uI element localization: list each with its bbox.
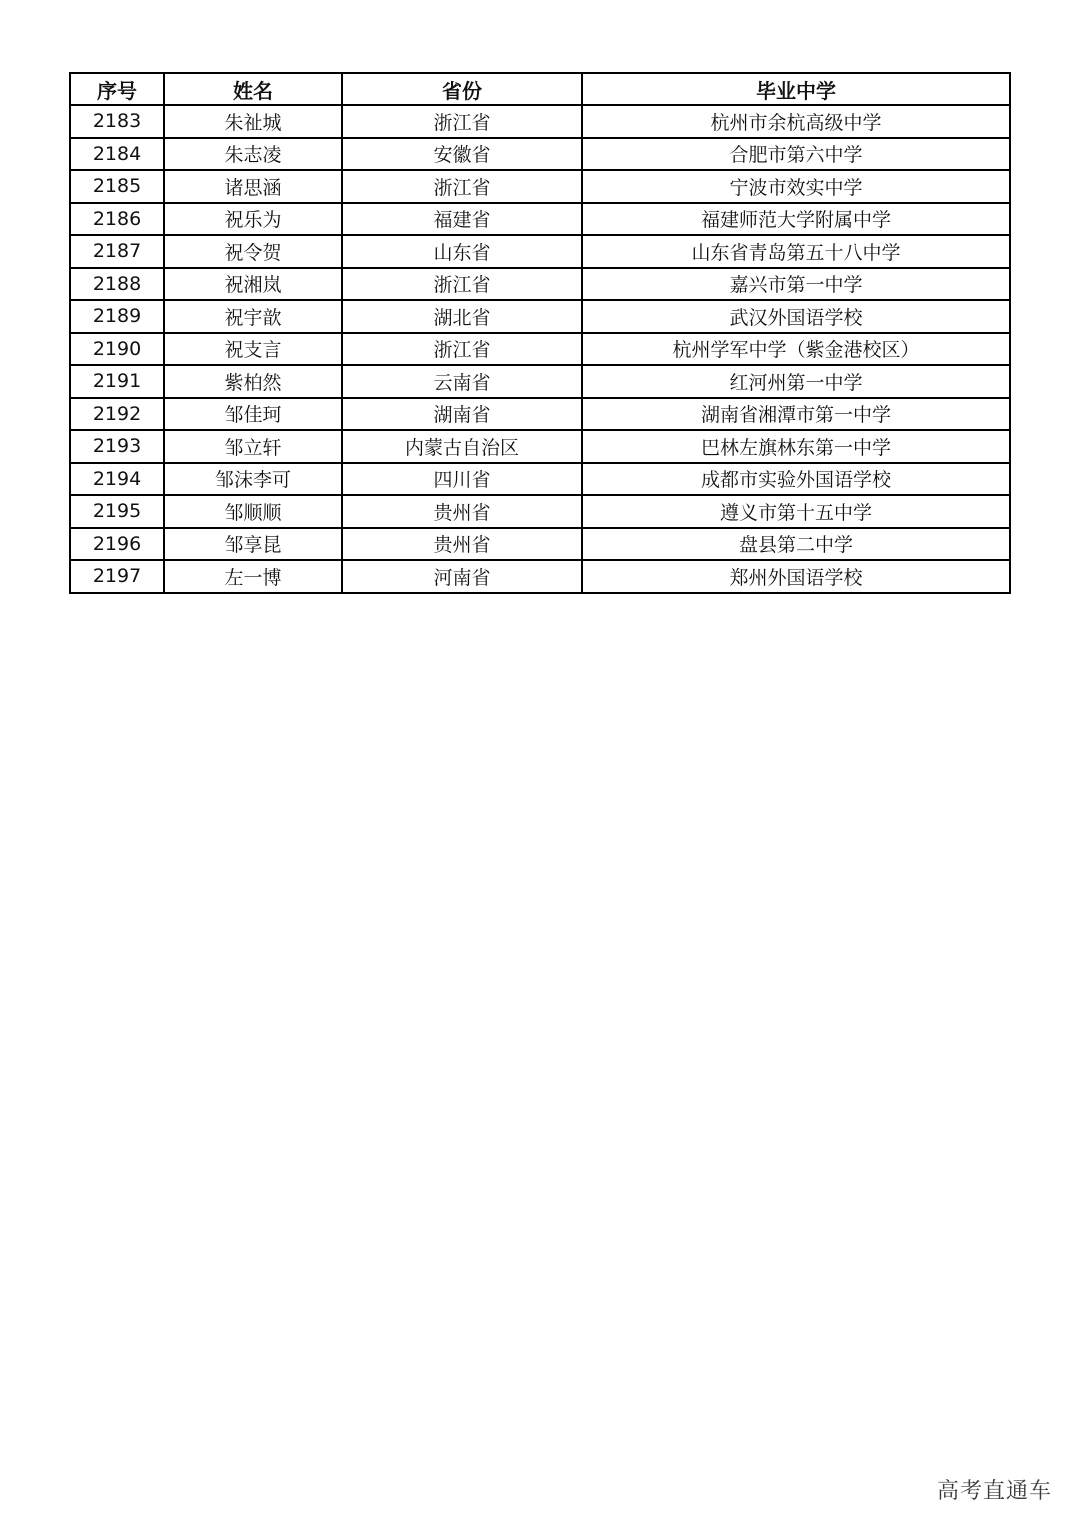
table-row bbox=[70, 398, 1010, 431]
table-body bbox=[70, 105, 1010, 593]
cell-high-school: 杭州学军中学（紫金港校区） bbox=[582, 333, 1010, 366]
cell-high-school: 遵义市第十五中学 bbox=[582, 495, 1010, 528]
cell-high-school: 嘉兴市第一中学 bbox=[582, 268, 1010, 301]
cell-name: 邹顺顺 bbox=[164, 495, 342, 528]
cell-province: 浙江省 bbox=[342, 170, 582, 203]
cell-province: 湖北省 bbox=[342, 300, 582, 333]
cell-serial-number: 2186 bbox=[70, 203, 164, 236]
cell-high-school: 合肥市第六中学 bbox=[582, 138, 1010, 171]
cell-province: 浙江省 bbox=[342, 333, 582, 366]
cell-name: 邹佳珂 bbox=[164, 398, 342, 431]
cell-name: 祝令贺 bbox=[164, 235, 342, 268]
cell-province: 贵州省 bbox=[342, 528, 582, 561]
cell-high-school: 宁波市效实中学 bbox=[582, 170, 1010, 203]
cell-high-school: 福建师范大学附属中学 bbox=[582, 203, 1010, 236]
cell-serial-number: 2192 bbox=[70, 398, 164, 431]
cell-high-school: 武汉外国语学校 bbox=[582, 300, 1010, 333]
cell-serial-number: 2187 bbox=[70, 235, 164, 268]
cell-high-school: 杭州市余杭高级中学 bbox=[582, 105, 1010, 138]
cell-high-school: 湖南省湘潭市第一中学 bbox=[582, 398, 1010, 431]
table-row bbox=[70, 235, 1010, 268]
table-row bbox=[70, 430, 1010, 463]
cell-serial-number: 2195 bbox=[70, 495, 164, 528]
header-serial-number: 序号 bbox=[70, 73, 164, 105]
cell-province: 云南省 bbox=[342, 365, 582, 398]
cell-serial-number: 2197 bbox=[70, 560, 164, 593]
cell-serial-number: 2191 bbox=[70, 365, 164, 398]
cell-serial-number: 2196 bbox=[70, 528, 164, 561]
cell-serial-number: 2189 bbox=[70, 300, 164, 333]
table-row bbox=[70, 105, 1010, 138]
cell-name: 紫柏然 bbox=[164, 365, 342, 398]
table-row bbox=[70, 495, 1010, 528]
cell-name: 左一博 bbox=[164, 560, 342, 593]
watermark-text: 高考直通车 bbox=[936, 1479, 1052, 1504]
table-row bbox=[70, 170, 1010, 203]
cell-name: 朱祉城 bbox=[164, 105, 342, 138]
cell-high-school: 盘县第二中学 bbox=[582, 528, 1010, 561]
cell-province: 山东省 bbox=[342, 235, 582, 268]
student-roster-table bbox=[69, 72, 1011, 594]
table-row bbox=[70, 365, 1010, 398]
cell-high-school: 郑州外国语学校 bbox=[582, 560, 1010, 593]
cell-province: 四川省 bbox=[342, 463, 582, 496]
cell-province: 浙江省 bbox=[342, 105, 582, 138]
table-row bbox=[70, 268, 1010, 301]
cell-serial-number: 2190 bbox=[70, 333, 164, 366]
header-province: 省份 bbox=[342, 73, 582, 105]
cell-province: 安徽省 bbox=[342, 138, 582, 171]
cell-province: 福建省 bbox=[342, 203, 582, 236]
cell-name: 邹沫李可 bbox=[164, 463, 342, 496]
table-row bbox=[70, 463, 1010, 496]
cell-high-school: 成都市实验外国语学校 bbox=[582, 463, 1010, 496]
table-row bbox=[70, 203, 1010, 236]
cell-province: 湖南省 bbox=[342, 398, 582, 431]
cell-serial-number: 2184 bbox=[70, 138, 164, 171]
cell-province: 河南省 bbox=[342, 560, 582, 593]
table-row bbox=[70, 560, 1010, 593]
cell-serial-number: 2194 bbox=[70, 463, 164, 496]
header-high-school: 毕业中学 bbox=[582, 73, 1010, 105]
cell-name: 祝乐为 bbox=[164, 203, 342, 236]
cell-high-school: 山东省青岛第五十八中学 bbox=[582, 235, 1010, 268]
header-name: 姓名 bbox=[164, 73, 342, 105]
cell-name: 朱志凌 bbox=[164, 138, 342, 171]
table-row bbox=[70, 528, 1010, 561]
table-row bbox=[70, 300, 1010, 333]
cell-name: 邹享昆 bbox=[164, 528, 342, 561]
cell-high-school: 巴林左旗林东第一中学 bbox=[582, 430, 1010, 463]
cell-province: 内蒙古自治区 bbox=[342, 430, 582, 463]
cell-serial-number: 2183 bbox=[70, 105, 164, 138]
table-row bbox=[70, 138, 1010, 171]
cell-province: 贵州省 bbox=[342, 495, 582, 528]
cell-name: 祝支言 bbox=[164, 333, 342, 366]
cell-name: 祝宇歆 bbox=[164, 300, 342, 333]
cell-name: 邹立轩 bbox=[164, 430, 342, 463]
cell-serial-number: 2185 bbox=[70, 170, 164, 203]
table-row bbox=[70, 333, 1010, 366]
table-header-row bbox=[70, 73, 1010, 105]
cell-name: 祝湘岚 bbox=[164, 268, 342, 301]
cell-serial-number: 2188 bbox=[70, 268, 164, 301]
cell-province: 浙江省 bbox=[342, 268, 582, 301]
cell-serial-number: 2193 bbox=[70, 430, 164, 463]
cell-name: 诸思涵 bbox=[164, 170, 342, 203]
cell-high-school: 红河州第一中学 bbox=[582, 365, 1010, 398]
